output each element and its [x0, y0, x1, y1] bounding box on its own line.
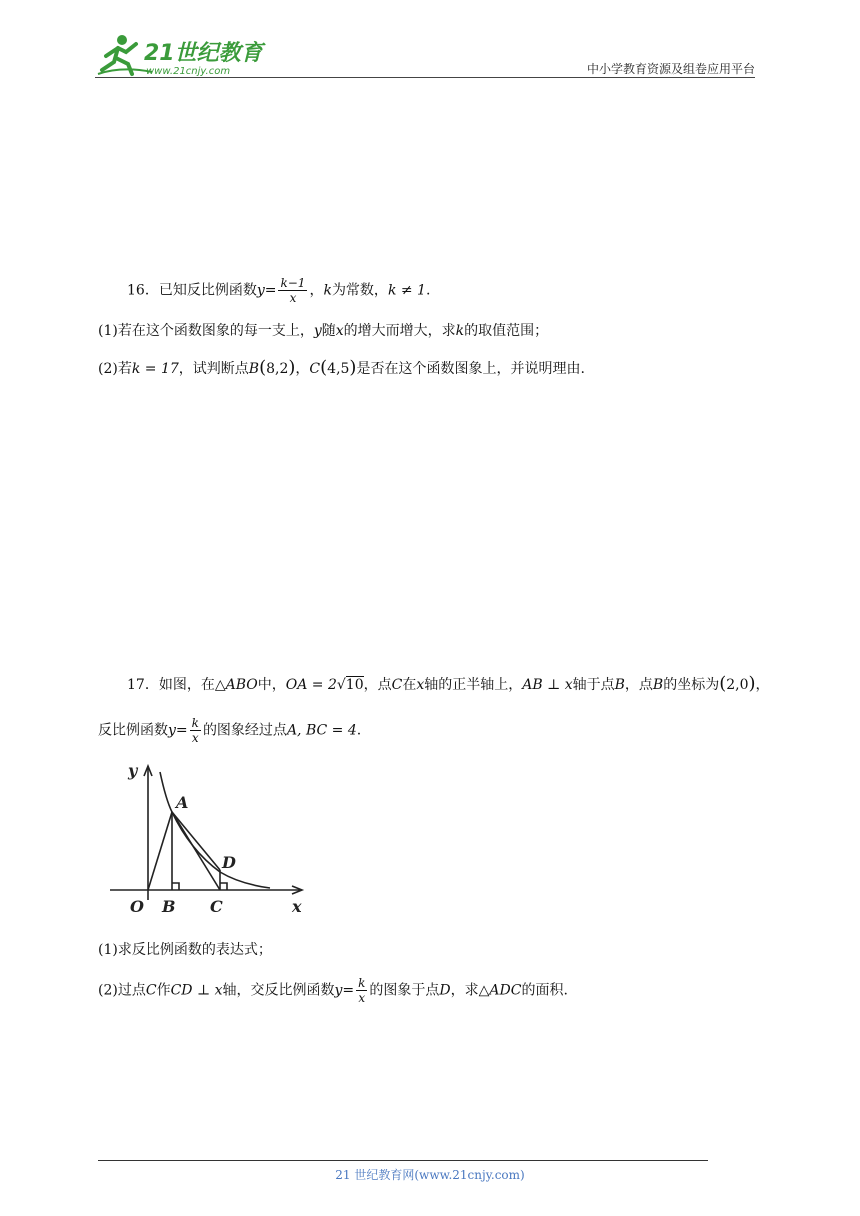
- q17-part1: (1)求反比例函数的表达式；: [98, 942, 272, 958]
- footer-divider: [98, 1160, 708, 1161]
- q16-part2: (2)若k = 17，试判断点B(8,2)，C(4,5)是否在这个函数图象上，并说明理由.: [98, 357, 585, 378]
- site-logo: [92, 30, 272, 80]
- q17-stem-line1: 17．如图，在△ABO中，OA = 2√10，点C在x轴的正半轴上，AB ⊥ x轴于点B，点B的坐标为(2,0)，: [127, 673, 770, 694]
- q16-stem: 16．已知反比例函数y= $\frac{k-1}{x}$ ，k为常数，k ≠ 1.: [127, 276, 431, 305]
- platform-name: 中小学教育资源及组卷应用平台: [586, 62, 755, 76]
- right-angle-C: [220, 883, 227, 890]
- logo-title: 21世纪教育: [144, 41, 263, 66]
- label-y: y: [128, 761, 138, 780]
- logo-url: www.21cnjy.com: [146, 66, 231, 77]
- q17-fraction-2: $\frac{k}{x}$: [358, 976, 366, 1005]
- q16-part1: (1)若在这个函数图象的每一支上，y随x的增大而增大，求k的取值范围；: [98, 323, 549, 339]
- header-divider: [95, 77, 755, 78]
- segment-AC: [172, 812, 220, 890]
- segment-AD: [172, 812, 220, 870]
- footer-link[interactable]: 21 世纪教育网(www.21cnjy.com): [335, 1168, 525, 1182]
- label-x: x: [292, 897, 302, 916]
- hyperbola-curve: [160, 772, 270, 888]
- label-O: O: [130, 897, 144, 916]
- q17-stem-line2: 反比例函数y= $\frac{k}{x}$ 的图象经过点A, BC = 4.: [98, 716, 362, 745]
- q17-figure: [110, 760, 310, 920]
- segment-OA: [148, 812, 172, 890]
- right-angle-B: [172, 883, 179, 890]
- label-D: D: [222, 853, 236, 872]
- q16-fraction: $\frac{k-1}{x}$: [280, 276, 306, 305]
- q17-part2: (2)过点C作CD ⊥ x轴，交反比例函数y= $\frac{k}{x}$ 的图象于点D，求△ADC的面积.: [98, 976, 568, 1005]
- label-A: A: [176, 793, 189, 812]
- label-B: B: [162, 897, 176, 916]
- label-C: C: [210, 897, 223, 916]
- q17-fraction-1: $\frac{k}{x}$: [191, 716, 199, 745]
